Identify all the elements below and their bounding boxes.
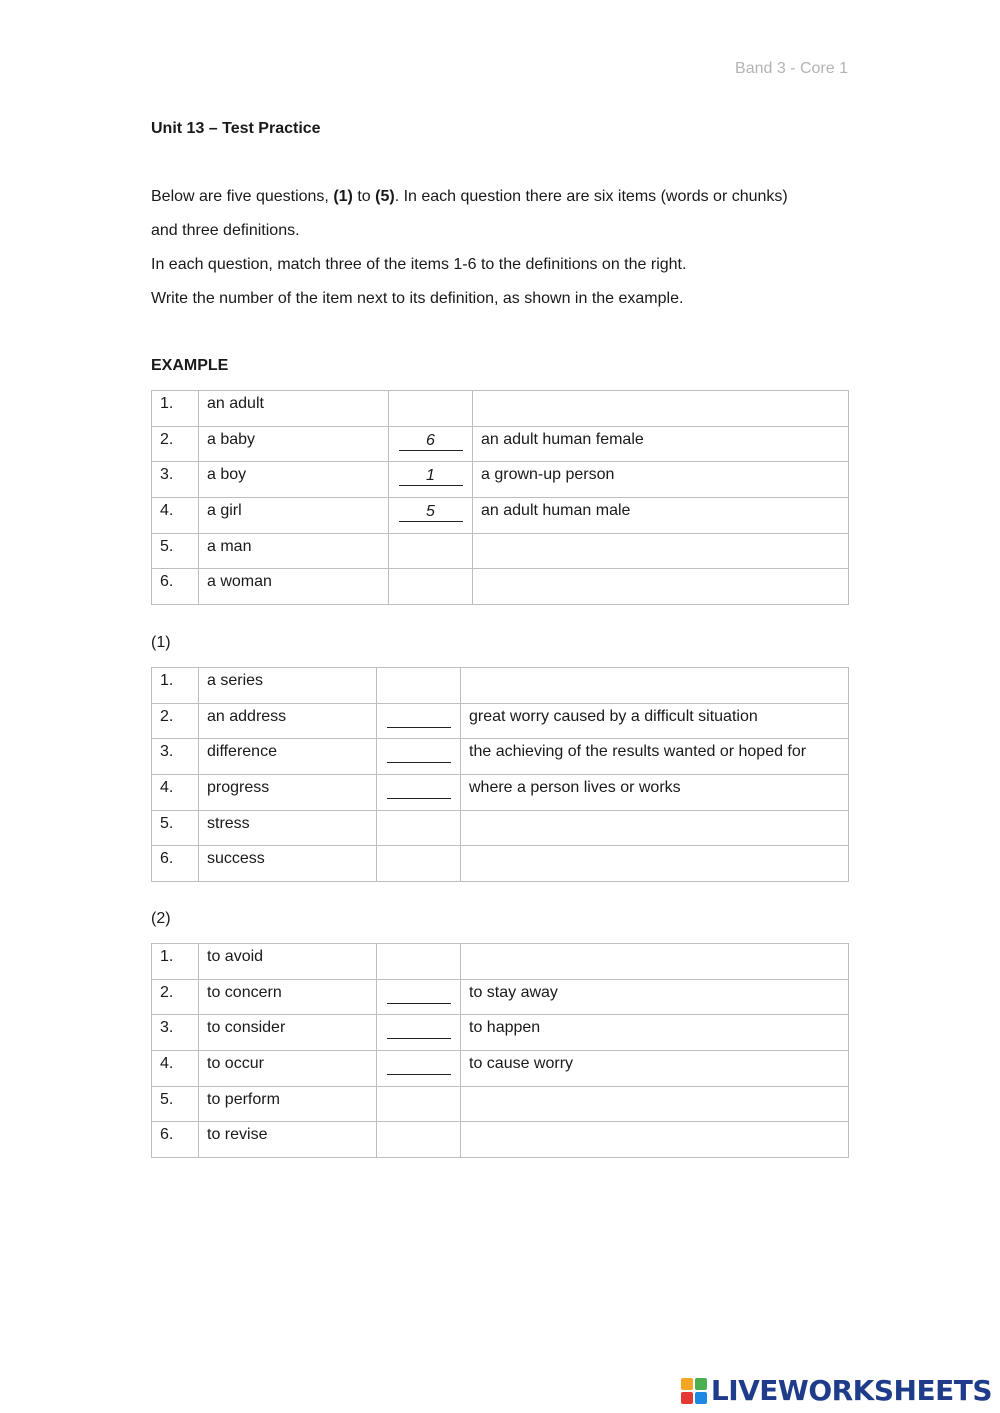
table-row	[152, 668, 849, 704]
definition: the achieving of the results wanted or hoped for	[461, 739, 849, 775]
item-word: a boy	[199, 462, 389, 498]
item-word: to avoid	[199, 944, 377, 980]
logo-square	[681, 1378, 693, 1390]
answer-blank-cell[interactable]	[377, 775, 461, 811]
definition	[461, 944, 849, 980]
item-number: 4.	[152, 1051, 199, 1087]
liveworksheets-icon	[681, 1378, 707, 1404]
item-number: 5.	[152, 810, 199, 846]
empty-cell	[377, 1086, 461, 1122]
item-number: 1.	[152, 391, 199, 427]
item-number: 3.	[152, 1015, 199, 1051]
example-label: EXAMPLE	[151, 357, 229, 374]
item-number: 6.	[152, 1122, 199, 1158]
item-word: to concern	[199, 979, 377, 1015]
definition	[473, 569, 849, 605]
question-1-label: (1)	[151, 634, 171, 651]
item-word: difference	[199, 739, 377, 775]
item-number: 3.	[152, 462, 199, 498]
table-row	[152, 846, 849, 882]
empty-cell	[389, 533, 473, 569]
definition: to happen	[461, 1015, 849, 1051]
item-number: 4.	[152, 775, 199, 811]
table-row	[152, 569, 849, 605]
item-word: to occur	[199, 1051, 377, 1087]
definition	[461, 846, 849, 882]
item-number: 5.	[152, 1086, 199, 1122]
instructions-line-4: Write the number of the item next to its definition, as shown in the example.	[151, 290, 684, 307]
answer-blank[interactable]	[387, 1020, 451, 1039]
empty-cell	[377, 668, 461, 704]
page-title: Unit 13 – Test Practice	[151, 120, 321, 137]
instr-bold-5: (5)	[375, 188, 395, 205]
item-number: 1.	[152, 944, 199, 980]
table-row	[152, 1122, 849, 1158]
table-row	[152, 1086, 849, 1122]
empty-cell	[377, 810, 461, 846]
item-word: a man	[199, 533, 389, 569]
item-word: a woman	[199, 569, 389, 605]
definition: great worry caused by a difficult situation	[461, 703, 849, 739]
instructions-line-1	[151, 180, 851, 214]
item-word: an address	[199, 703, 377, 739]
liveworksheets-logo	[681, 1374, 992, 1407]
answer-blank[interactable]	[387, 985, 451, 1004]
item-word: success	[199, 846, 377, 882]
definition	[461, 810, 849, 846]
instr-text: . In each question there are six items (words or chunks)	[394, 188, 788, 205]
table-row	[152, 739, 849, 775]
answer-blank-cell[interactable]	[377, 979, 461, 1015]
item-word: to consider	[199, 1015, 377, 1051]
item-number: 6.	[152, 569, 199, 605]
example-answer: 1	[399, 467, 463, 486]
definition	[473, 391, 849, 427]
answer-blank-cell[interactable]	[377, 1015, 461, 1051]
definition: to stay away	[461, 979, 849, 1015]
item-word: to perform	[199, 1086, 377, 1122]
empty-cell	[377, 846, 461, 882]
item-number: 3.	[152, 739, 199, 775]
example-answer: 6	[399, 432, 463, 451]
table-row	[152, 498, 849, 534]
definition: an adult human female	[473, 426, 849, 462]
empty-cell	[377, 944, 461, 980]
table-row	[152, 462, 849, 498]
instr-bold-1: (1)	[333, 188, 353, 205]
brand-name: LIVEWORKSHEETS	[710, 1374, 992, 1407]
answer-blank[interactable]	[387, 1056, 451, 1075]
item-number: 5.	[152, 533, 199, 569]
item-word: an adult	[199, 391, 389, 427]
answer-blank-cell[interactable]	[377, 703, 461, 739]
answer-blank[interactable]	[387, 780, 451, 799]
table-row	[152, 775, 849, 811]
definition: an adult human male	[473, 498, 849, 534]
answer-cell	[389, 426, 473, 462]
question-2-label: (2)	[151, 910, 171, 927]
table-row	[152, 391, 849, 427]
table-row	[152, 533, 849, 569]
item-word: progress	[199, 775, 377, 811]
answer-blank-cell[interactable]	[377, 1051, 461, 1087]
definition: where a person lives or works	[461, 775, 849, 811]
answer-blank-cell[interactable]	[377, 739, 461, 775]
logo-square	[681, 1392, 693, 1404]
instr-text: to	[352, 188, 376, 205]
empty-cell	[389, 391, 473, 427]
example-table	[151, 390, 849, 605]
instructions-line-2: and three definitions.	[151, 222, 300, 239]
table-row	[152, 703, 849, 739]
definition	[461, 1086, 849, 1122]
answer-cell	[389, 462, 473, 498]
definition	[461, 1122, 849, 1158]
item-number: 4.	[152, 498, 199, 534]
item-word: a series	[199, 668, 377, 704]
answer-cell	[389, 498, 473, 534]
question-1-table	[151, 667, 849, 882]
table-row	[152, 944, 849, 980]
item-word: stress	[199, 810, 377, 846]
definition	[461, 668, 849, 704]
header-band-label: Band 3 - Core 1	[735, 60, 848, 77]
definition	[473, 533, 849, 569]
item-word: a baby	[199, 426, 389, 462]
instructions-line-3: In each question, match three of the items 1-6 to the definitions on the right.	[151, 256, 687, 273]
definition: to cause worry	[461, 1051, 849, 1087]
definition: a grown-up person	[473, 462, 849, 498]
empty-cell	[389, 569, 473, 605]
table-row	[152, 810, 849, 846]
example-answer: 5	[399, 503, 463, 522]
logo-square	[695, 1378, 707, 1390]
item-word: to revise	[199, 1122, 377, 1158]
item-number: 1.	[152, 668, 199, 704]
item-number: 2.	[152, 979, 199, 1015]
item-number: 2.	[152, 426, 199, 462]
instr-text: Below are five questions,	[151, 188, 334, 205]
question-2-table	[151, 943, 849, 1158]
table-row	[152, 979, 849, 1015]
item-word: a girl	[199, 498, 389, 534]
item-number: 2.	[152, 703, 199, 739]
logo-square	[695, 1392, 707, 1404]
table-row	[152, 1051, 849, 1087]
answer-blank[interactable]	[387, 709, 451, 728]
empty-cell	[377, 1122, 461, 1158]
item-number: 6.	[152, 846, 199, 882]
table-row	[152, 1015, 849, 1051]
answer-blank[interactable]	[387, 744, 451, 763]
table-row	[152, 426, 849, 462]
